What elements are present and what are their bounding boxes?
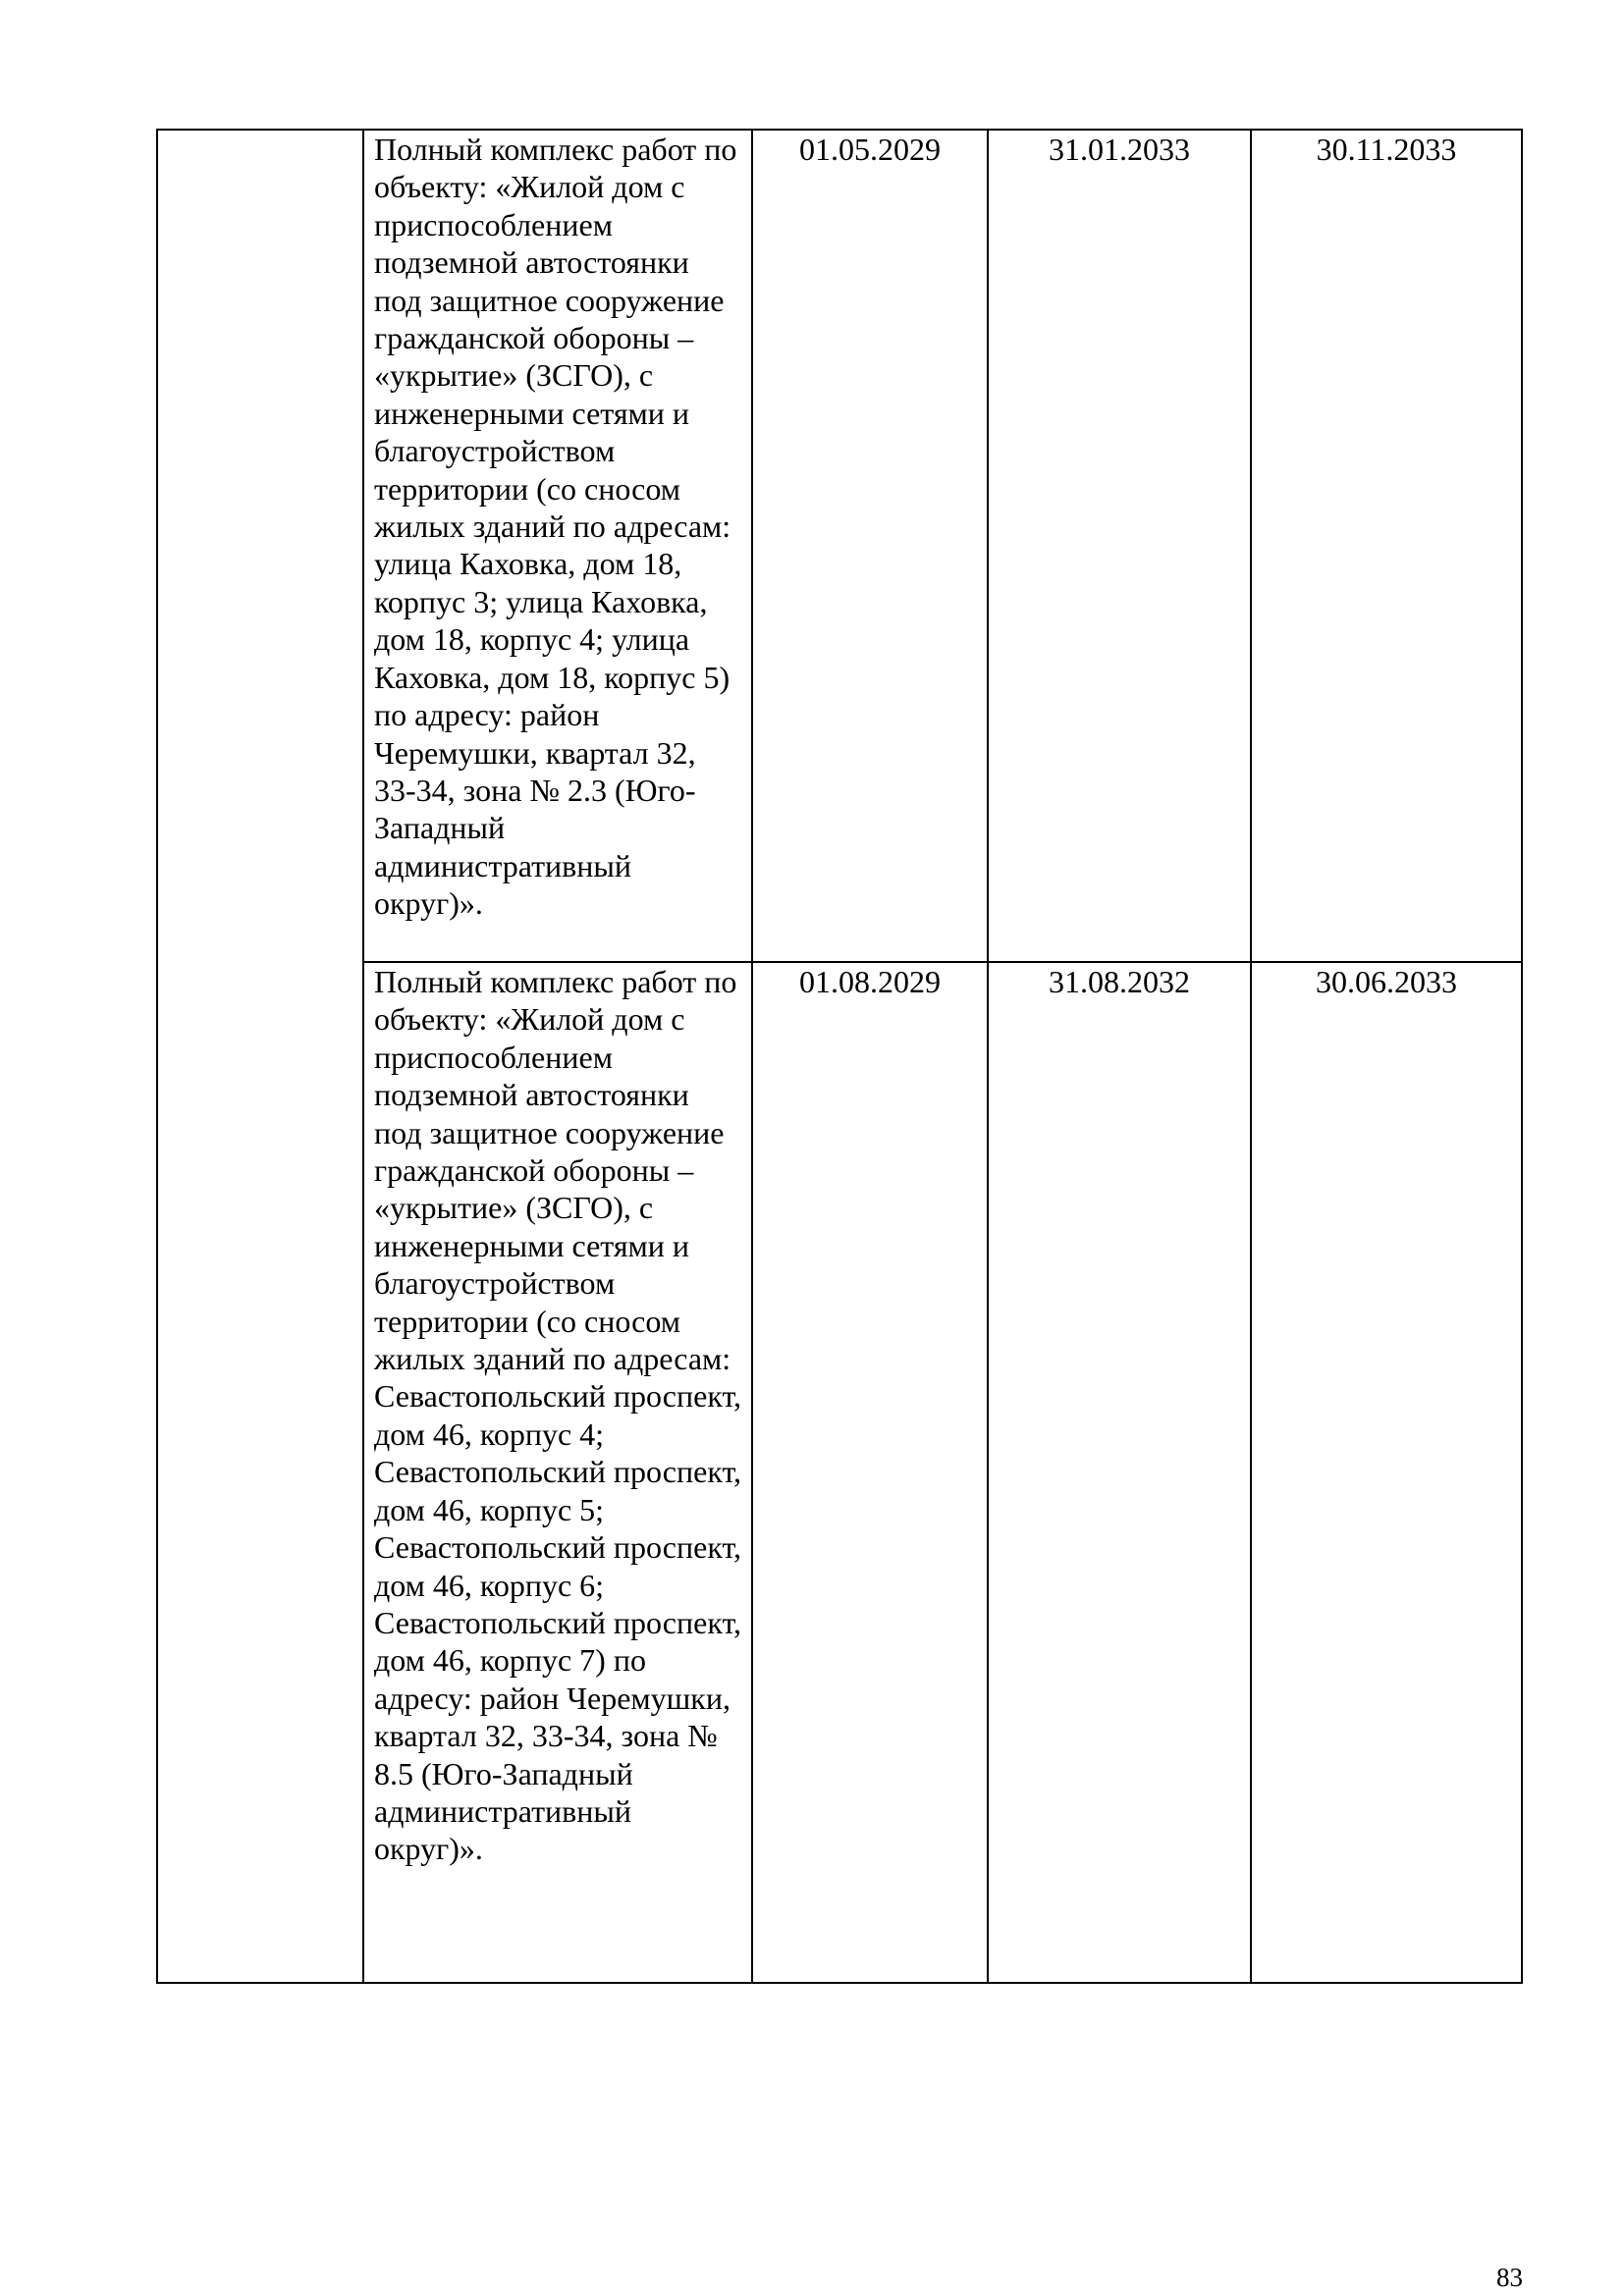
work-description-text: Полный комплекс работ по объекту: «Жилой дом с приспособлением подземной автостоянки под защитное сооружение гражданской обороны – «укрытие» (ЗСГО), с инженерными сетями и благоустройством территории (со сносом жилых зданий по адресам: улица Каховка, дом 18, корпус 3; улица Каховка, дом 18, корпус 4; улица Каховка, дом 18, корпус 5) по адресу: район Черемушки, квартал 32, 33-34, зона № 2.3 (Юго-Западный административный округ)». <box>374 132 737 922</box>
end-date-cell <box>1251 130 1522 962</box>
empty-number-cell <box>157 130 363 1983</box>
intermediate-date-cell <box>988 130 1251 962</box>
intermediate-date-text: 31.01.2033 <box>1049 132 1190 167</box>
table-row <box>157 130 1522 962</box>
intermediate-date-text: 31.08.2032 <box>1049 964 1190 999</box>
intermediate-date-cell <box>988 962 1251 1983</box>
works-schedule-table <box>156 129 1523 1984</box>
start-date-text: 01.08.2029 <box>799 964 941 999</box>
work-description-text: Полный комплекс работ по объекту: «Жилой дом с приспособлением подземной автостоянки под защитное сооружение гражданской обороны – «укрытие» (ЗСГО), с инженерными сетями и благоустройством территории (со сносом жилых зданий по адресам: Севастопольский проспект, дом 46, корпус 4; Севастопольский проспект, дом 46, корпус 5; Севастопольский проспект, дом 46, корпус 6; Севастопольский проспект, дом 46, корпус 7) по адресу: район Черемушки, квартал 32, 33-34, зона № 8.5 (Юго-Западный административный округ)». <box>374 964 742 1867</box>
page-number: 83 <box>1496 2263 1523 2292</box>
end-date-text: 30.06.2033 <box>1316 964 1457 999</box>
work-description-cell <box>363 962 752 1983</box>
start-date-cell <box>752 962 988 1983</box>
start-date-text: 01.05.2029 <box>799 132 941 167</box>
start-date-cell <box>752 130 988 962</box>
end-date-cell <box>1251 962 1522 1983</box>
work-description-cell <box>363 130 752 962</box>
end-date-text: 30.11.2033 <box>1316 132 1457 167</box>
